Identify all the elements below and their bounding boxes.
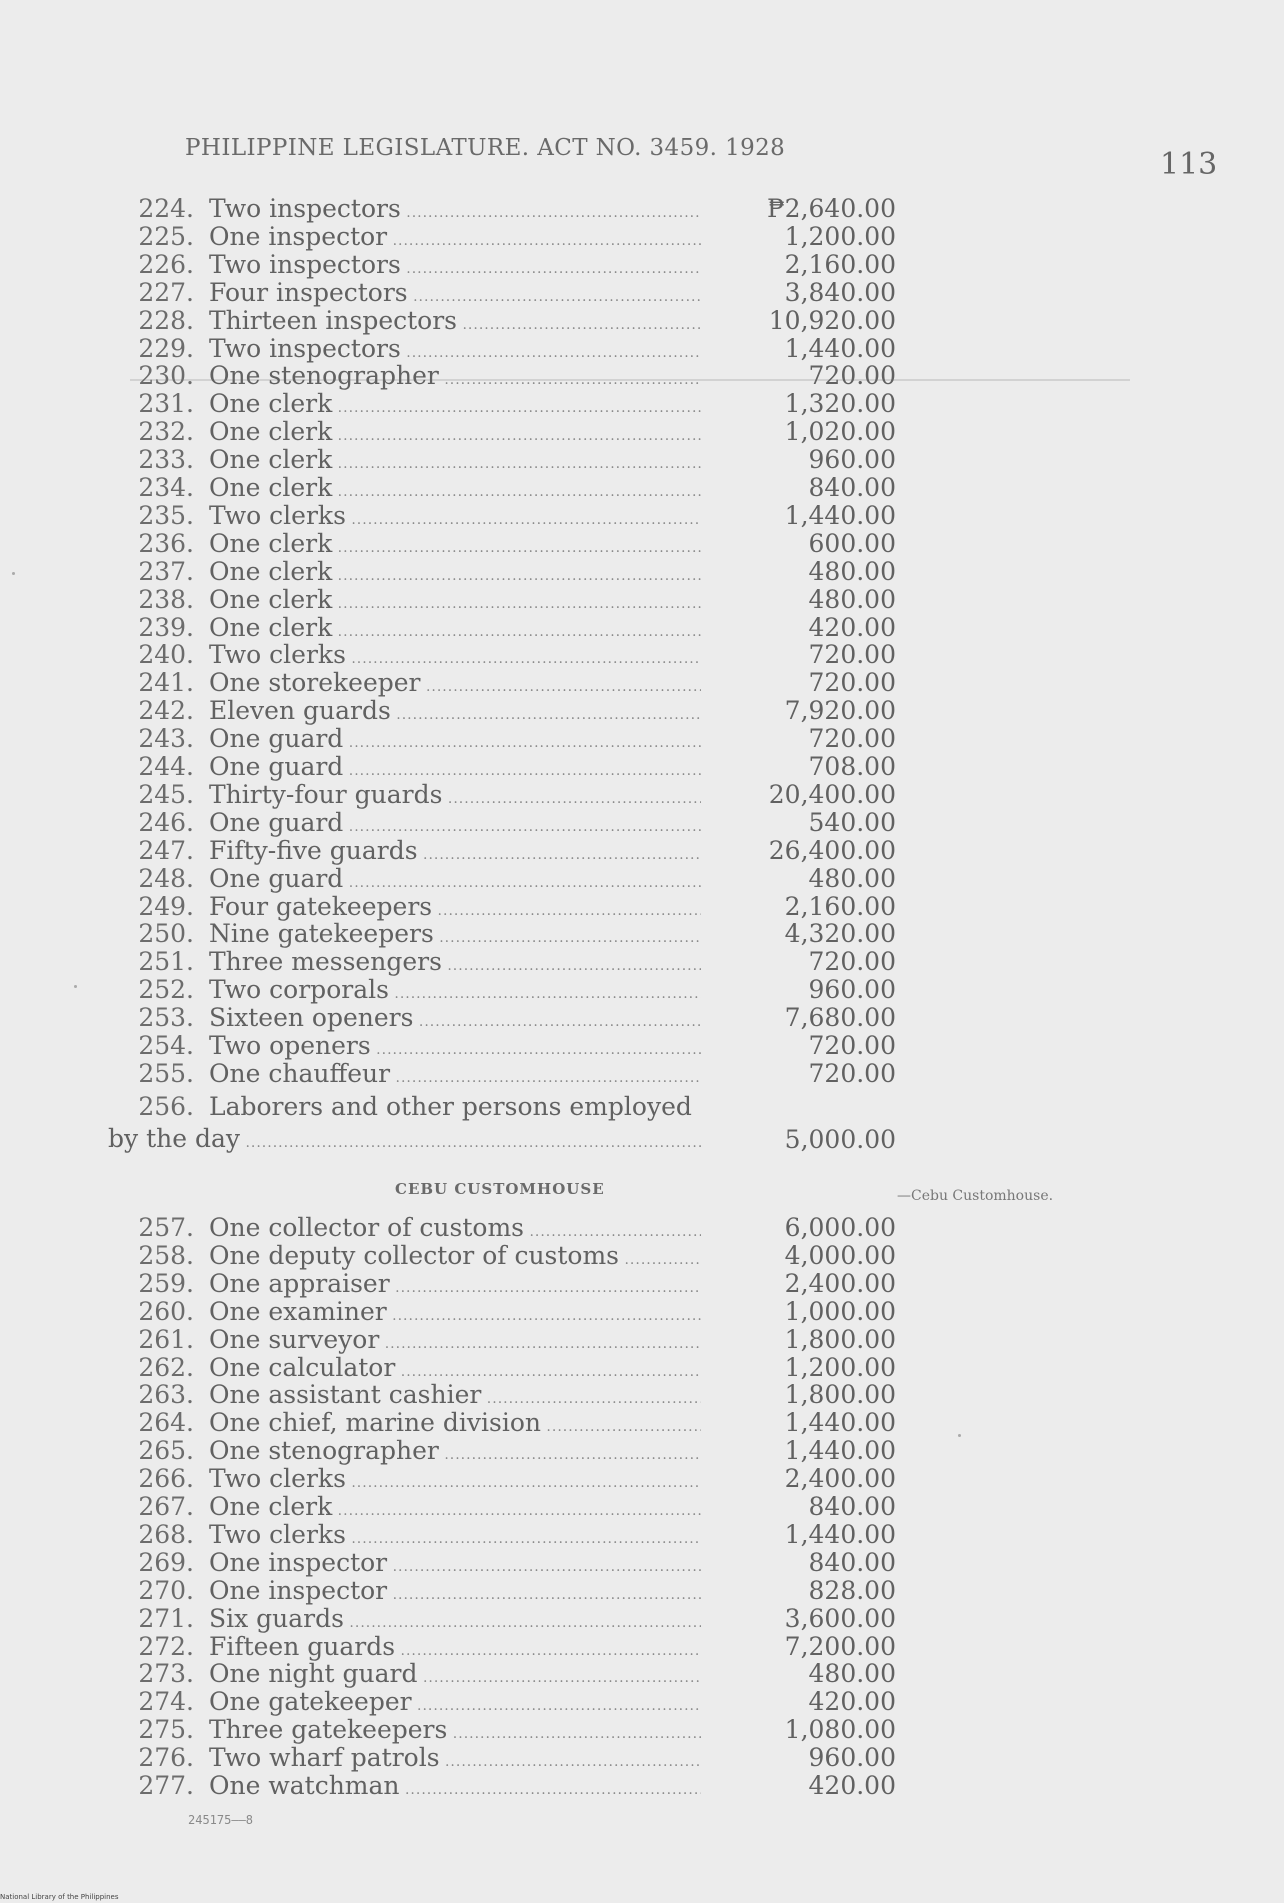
item-description: One assistant cashier ..... <box>209 1381 701 1413</box>
item-description: Six guards ..... <box>209 1605 701 1637</box>
item-number: 241. <box>138 668 194 698</box>
item-amount: 708.00 <box>808 752 896 781</box>
item-number: 277. <box>138 1771 194 1800</box>
item-number: 243. <box>138 724 194 754</box>
item-description: One chief, marine division ..... <box>209 1409 701 1441</box>
item-number: 236. <box>138 528 194 558</box>
item-description: Two openers ..... <box>209 1032 701 1064</box>
item-description: Two corporals ..... <box>209 976 701 1008</box>
item-amount: 480.00 <box>808 863 896 893</box>
item-number: 273. <box>138 1659 194 1689</box>
item-amount: 20,400.00 <box>768 779 896 809</box>
item-description-line1: Laborers and other persons employed <box>209 1092 692 1121</box>
item-number: 262. <box>138 1352 194 1382</box>
margin-note: —Cebu Customhouse. <box>897 1188 1054 1204</box>
item-amount: 840.00 <box>808 1547 896 1577</box>
item-amount: ₱2,640.00 <box>767 194 896 223</box>
item-amount: 1,440.00 <box>784 1519 896 1549</box>
item-amount: 480.00 <box>808 556 896 586</box>
item-description: One appraiser ..... <box>209 1270 701 1302</box>
item-amount: 720.00 <box>808 724 896 754</box>
item-amount: 540.00 <box>808 807 896 837</box>
item-amount: 1,000.00 <box>784 1296 896 1326</box>
item-number: 251. <box>138 947 194 977</box>
item-amount: 720.00 <box>808 1058 896 1088</box>
item-number: 267. <box>138 1492 194 1521</box>
item-amount: 720.00 <box>808 640 896 670</box>
item-description: Nine gatekeepers ..... <box>209 920 701 952</box>
item-number: 265. <box>138 1436 194 1466</box>
item-number: 261. <box>138 1324 194 1354</box>
item-number: 276. <box>138 1743 194 1773</box>
item-amount: 3,600.00 <box>784 1603 896 1633</box>
item-amount: 480.00 <box>808 584 896 614</box>
item-amount: 720.00 <box>808 1031 896 1060</box>
item-amount: 480.00 <box>808 1659 896 1689</box>
item-number: 264. <box>138 1408 194 1438</box>
item-number: 250. <box>138 919 194 949</box>
item-amount: 420.00 <box>808 612 896 642</box>
item-description: One guard ..... <box>209 725 701 757</box>
item-description: Three gatekeepers ..... <box>209 1716 701 1748</box>
item-description: One watchman ..... <box>209 1772 701 1804</box>
item-number: 274. <box>138 1687 194 1717</box>
item-amount: 6,000.00 <box>784 1213 896 1242</box>
item-description: One calculator ..... <box>209 1354 701 1386</box>
item-number: 255. <box>138 1058 194 1088</box>
item-amount: 720.00 <box>808 668 896 698</box>
item-number: 253. <box>138 1003 194 1033</box>
item-description: One clerk ..... <box>209 614 701 646</box>
item-description: Eleven guards ..... <box>209 697 701 729</box>
item-description: Two inspectors ..... <box>209 251 701 283</box>
item-amount: 26,400.00 <box>768 835 896 865</box>
item-number: 257. <box>138 1213 194 1242</box>
item-description: One guard ..... <box>209 809 701 841</box>
item-amount: 5,000.00 <box>784 1125 896 1154</box>
item-amount: 828.00 <box>808 1575 896 1605</box>
item-number: 228. <box>138 305 194 335</box>
item-amount: 10,920.00 <box>768 305 896 335</box>
item-amount: 2,400.00 <box>784 1464 896 1494</box>
item-number: 272. <box>138 1631 194 1661</box>
item-number: 233. <box>138 445 194 475</box>
item-amount: 1,440.00 <box>784 333 896 363</box>
item-description: One clerk ..... <box>209 474 701 506</box>
item-number: 249. <box>138 891 194 921</box>
item-description: One chauffeur ..... <box>209 1060 701 1092</box>
running-header: PHILIPPINE LEGISLATURE. ACT NO. 3459. 1928 <box>185 135 786 161</box>
item-number: 244. <box>138 752 194 781</box>
item-amount: 1,200.00 <box>784 1352 896 1382</box>
item-description: One night guard ..... <box>209 1660 701 1692</box>
item-number: 234. <box>138 473 194 502</box>
item-number: 239. <box>138 612 194 642</box>
item-number: 258. <box>138 1240 194 1270</box>
item-number: 231. <box>138 389 194 419</box>
item-number: 268. <box>138 1519 194 1549</box>
item-description: Four inspectors ..... <box>209 279 701 311</box>
item-amount: 1,200.00 <box>784 221 896 251</box>
item-description: One clerk ..... <box>209 390 701 422</box>
item-number: 232. <box>138 417 194 447</box>
item-amount: 3,840.00 <box>784 277 896 307</box>
item-amount: 4,320.00 <box>784 919 896 949</box>
item-description: Two inspectors ..... <box>209 195 701 227</box>
item-description: Thirteen inspectors ..... <box>209 307 701 339</box>
item-amount: 1,800.00 <box>784 1324 896 1354</box>
item-amount: 2,400.00 <box>784 1268 896 1298</box>
paper-speck <box>958 1434 961 1437</box>
item-number: 248. <box>138 863 194 893</box>
item-amount: 720.00 <box>808 947 896 977</box>
printer-mark: 245175——8 <box>188 1813 254 1827</box>
item-description: One stenographer ..... <box>209 1437 701 1469</box>
item-number: 270. <box>138 1575 194 1605</box>
item-description: One guard ..... <box>209 865 701 897</box>
item-description: Fifteen guards ..... <box>209 1633 701 1665</box>
item-number: 235. <box>138 500 194 530</box>
item-amount: 840.00 <box>808 473 896 502</box>
item-description: Two wharf patrols ..... <box>209 1744 701 1776</box>
item-amount: 420.00 <box>808 1771 896 1800</box>
item-amount: 960.00 <box>808 975 896 1005</box>
item-amount: 720.00 <box>808 361 896 391</box>
item-number: 238. <box>138 584 194 614</box>
item-description: One storekeeper ..... <box>209 669 701 701</box>
paper-speck <box>12 572 15 575</box>
item-number: 224. <box>138 194 194 223</box>
item-description: One inspector ..... <box>209 223 701 255</box>
item-number: 259. <box>138 1268 194 1298</box>
item-amount: 2,160.00 <box>784 891 896 921</box>
item-description: One deputy collector of customs ..... <box>209 1242 701 1274</box>
item-number: 242. <box>138 696 194 726</box>
item-description: Two clerks ..... <box>209 641 701 673</box>
item-number: 229. <box>138 333 194 363</box>
item-amount: 1,800.00 <box>784 1380 896 1410</box>
item-amount: 960.00 <box>808 1743 896 1773</box>
item-number: 252. <box>138 975 194 1005</box>
item-number: 271. <box>138 1603 194 1633</box>
item-number: 240. <box>138 640 194 670</box>
item-description: One clerk ..... <box>209 1493 701 1525</box>
item-amount: 1,440.00 <box>784 1436 896 1466</box>
item-number: 246. <box>138 807 194 837</box>
item-number: 237. <box>138 556 194 586</box>
page-number: 113 <box>1160 147 1218 182</box>
item-amount: 4,000.00 <box>784 1240 896 1270</box>
item-amount: 1,440.00 <box>784 1408 896 1438</box>
item-description: One gatekeeper ..... <box>209 1688 701 1720</box>
item-description: Two inspectors ..... <box>209 335 701 367</box>
paper-speck <box>74 985 77 988</box>
item-description: One clerk ..... <box>209 558 701 590</box>
item-description: One collector of customs ..... <box>209 1214 701 1246</box>
item-description-line2: by the day ..... <box>108 1125 701 1157</box>
item-description: Fifty-five guards ..... <box>209 837 701 869</box>
item-amount: 960.00 <box>808 445 896 475</box>
item-number: 227. <box>138 277 194 307</box>
item-amount: 1,080.00 <box>784 1715 896 1745</box>
item-description: Two clerks ..... <box>209 1465 701 1497</box>
item-amount: 2,160.00 <box>784 249 896 279</box>
item-number: 247. <box>138 835 194 865</box>
item-number: 254. <box>138 1031 194 1060</box>
item-number: 226. <box>138 249 194 279</box>
item-description: Sixteen openers ..... <box>209 1004 701 1036</box>
item-amount: 600.00 <box>808 528 896 558</box>
item-amount: 7,680.00 <box>784 1003 896 1033</box>
item-description: Three messengers ..... <box>209 948 701 980</box>
item-amount: 840.00 <box>808 1492 896 1521</box>
item-description: One guard ..... <box>209 753 701 785</box>
item-amount: 7,200.00 <box>784 1631 896 1661</box>
item-amount: 7,920.00 <box>784 696 896 726</box>
item-number: 245. <box>138 779 194 809</box>
item-number: 230. <box>138 361 194 391</box>
item-description: One inspector ..... <box>209 1577 701 1609</box>
item-amount: 420.00 <box>808 1687 896 1717</box>
item-amount: 1,440.00 <box>784 500 896 530</box>
item-description: One stenographer ..... <box>209 362 701 394</box>
item-number: 260. <box>138 1296 194 1326</box>
item-description: One examiner ..... <box>209 1298 701 1330</box>
item-description: Thirty-four guards ..... <box>209 781 701 813</box>
item-description: One clerk ..... <box>209 446 701 478</box>
item-description: One clerk ..... <box>209 418 701 450</box>
item-number: 275. <box>138 1715 194 1745</box>
item-description: Two clerks ..... <box>209 1521 701 1553</box>
item-number: 263. <box>138 1380 194 1410</box>
item-number: 225. <box>138 221 194 251</box>
item-number: 269. <box>138 1547 194 1577</box>
item-amount: 1,320.00 <box>784 389 896 419</box>
item-description: Two clerks ..... <box>209 502 701 534</box>
item-description: Four gatekeepers ..... <box>209 893 701 925</box>
item-number: 266. <box>138 1464 194 1494</box>
item-amount: 1,020.00 <box>784 417 896 447</box>
library-credit: National Library of the Philippines <box>0 1893 119 1901</box>
item-description: One clerk ..... <box>209 586 701 618</box>
item-number: 256. <box>138 1092 194 1121</box>
item-description: One surveyor ..... <box>209 1326 701 1358</box>
item-description: One clerk ..... <box>209 530 701 562</box>
section-heading: CEBU CUSTOMHOUSE <box>395 1180 605 1198</box>
item-description: One inspector ..... <box>209 1549 701 1581</box>
